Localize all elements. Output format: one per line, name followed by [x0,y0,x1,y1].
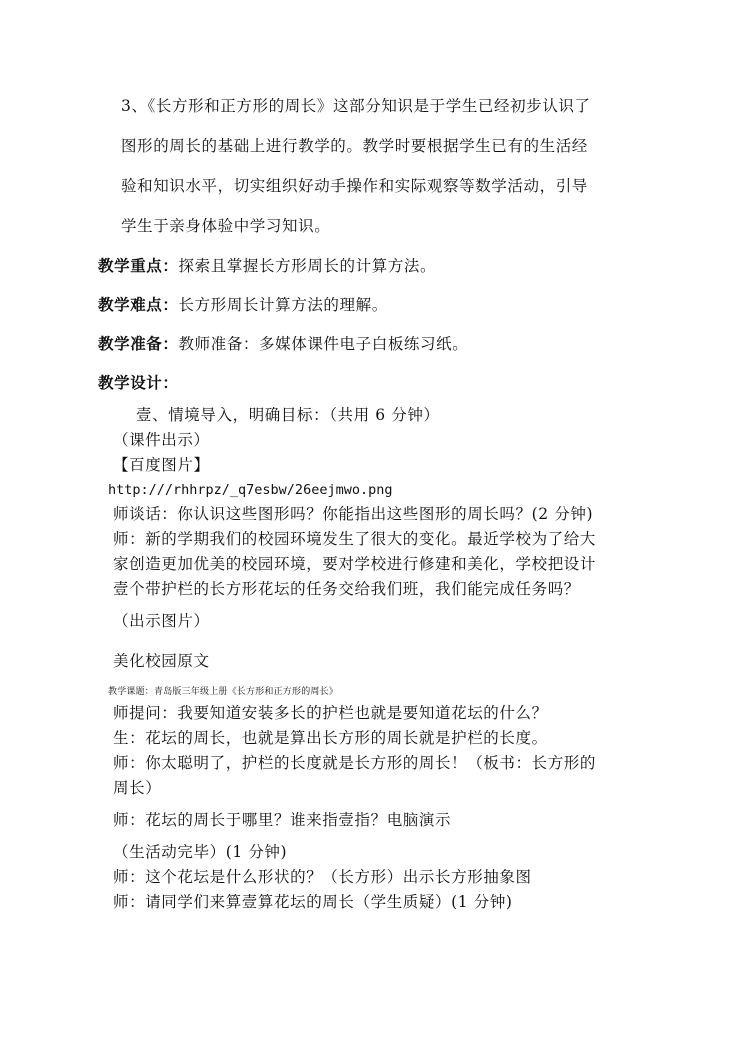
body-line: 师：新的学期我们的校园环境发生了很大的变化。最近学校为了给大 [113,530,597,548]
difficulty-label: 教学难点： [98,295,179,314]
difficulty-text: 长方形周长计算方法的理解。 [178,296,388,314]
subtitle: 美化校园原文 [113,652,210,670]
intro-line-3: 验和知识水平，切实组织好动手操作和实际观察等数学活动，引导 [121,177,588,195]
body-line: 师：这个花坛是什么形状的？（长方形）出示长方形抽象图 [113,868,532,886]
image-url: http:///rhhrpz/_q7esbw/26eejmwo.png [108,482,393,498]
body-line: 生：花坛的周长，也就是算出长方形的周长就是护栏的长度。 [113,729,548,747]
difficulty [98,295,388,315]
intro-line-4: 学生于亲身体验中学习知识。 [121,217,331,235]
body-line: （生活动完毕）(1 分钟) [113,843,288,861]
key-point-label: 教学重点： [98,256,179,275]
body-line: 师谈话：你认识这些图形吗？你能指出这些图形的周长吗？(2 分钟) [113,505,594,523]
lesson-topic: 教学课题：青岛版三年级上册《长方形和正方形的周长》 [108,687,339,697]
key-point-text: 探索且掌握长方形周长的计算方法。 [178,257,437,275]
body-line: （出示图片） [113,612,210,630]
body-line: 【百度图片】 [113,456,210,474]
body-line: 师提问：我要知道安装多长的护栏也就是要知道花坛的什么？ [113,704,548,722]
preparation [98,334,468,354]
design-heading: 教学设计： [98,373,179,392]
intro-line-2: 图形的周长的基础上进行教学的。教学时要根据学生已有的生活经 [121,137,588,155]
body-line: 壹个带护栏的长方形花坛的任务交给我们班，我们能完成任务吗？ [113,580,580,598]
intro-line-1: 3、《长方形和正方形的周长》这部分知识是于学生已经初步认识了 [121,97,591,115]
preparation-text: 教师准备：多媒体课件电子白板练习纸。 [178,335,469,353]
preparation-label: 教学准备： [98,334,179,353]
body-line: 周长） [113,779,162,797]
body-line: 师：请同学们来算壹算花坛的周长（学生质疑）(1 分钟) [113,893,513,911]
body-line: 师：花坛的周长于哪里？谁来指壹指？电脑演示 [113,811,452,829]
key-point [98,256,436,276]
body-line: 家创造更加优美的校园环境，要对学校进行修建和美化，学校把设计 [113,555,597,573]
body-line: （课件出示） [113,431,210,449]
section-title: 壹、情境导入，明确目标：（共用 6 分钟） [136,406,440,424]
body-line: 师：你太聪明了，护栏的长度就是长方形的周长！（板书：长方形的 [113,754,597,772]
